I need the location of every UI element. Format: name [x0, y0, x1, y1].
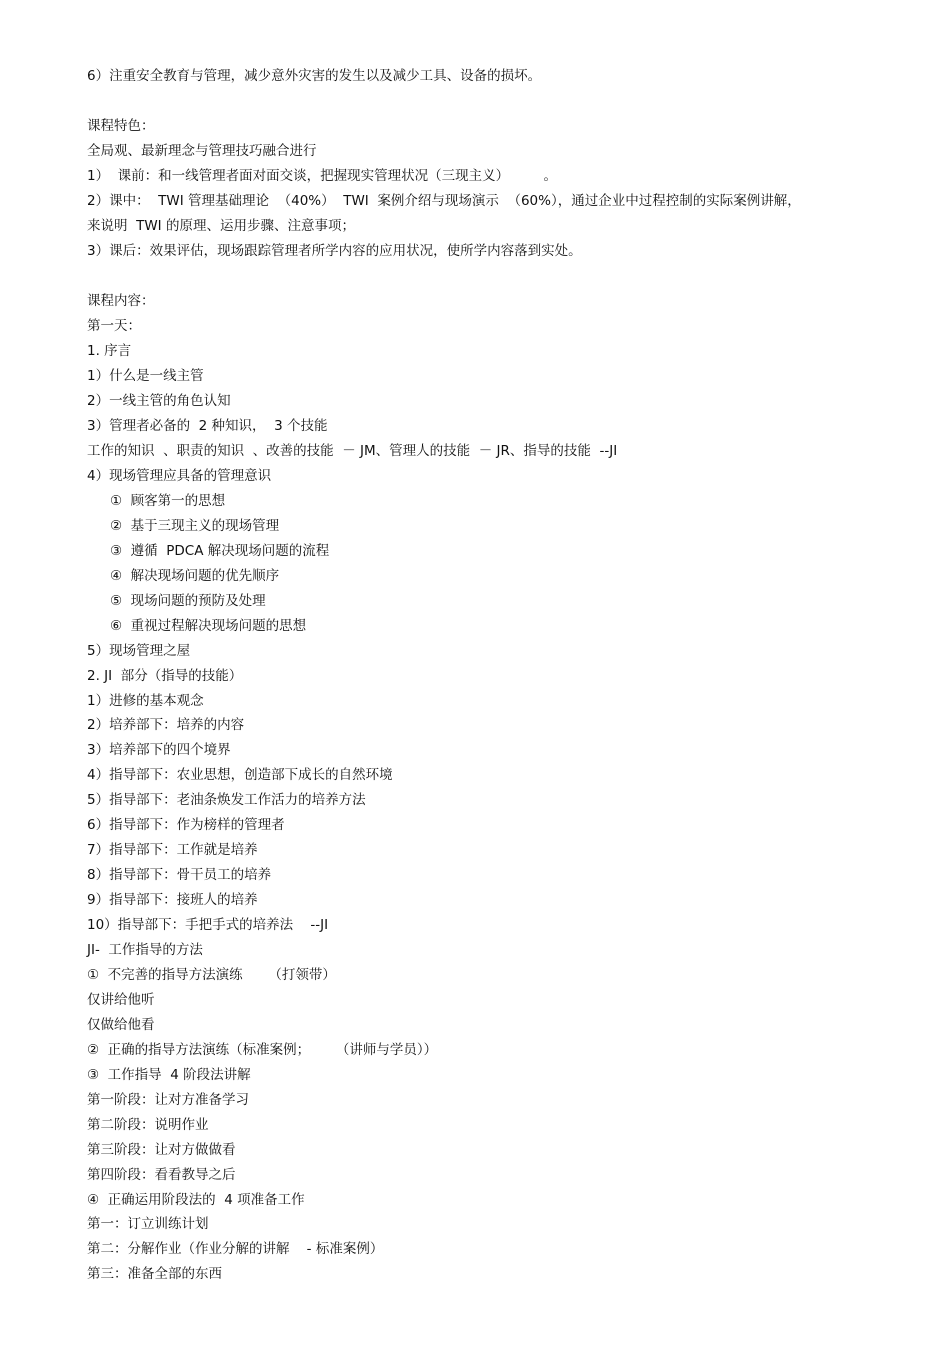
- text-line: 6）指导部下：作为榜样的管理者: [87, 817, 285, 833]
- text-line: 1） 课前：和一线管理者面对面交谈，把握现实管理状况（三现主义） 。: [87, 168, 558, 184]
- text-line: 10）指导部下：手把手式的培养法 --JI: [87, 917, 329, 933]
- text-line: 工作的知识 、职责的知识 、改善的技能 － JM、管理人的技能 － JR、指导的技能 --JI: [87, 443, 618, 459]
- list-item: ④ 解决现场问题的优先顺序: [110, 568, 280, 584]
- text-line: 第一阶段：让对方准备学习: [87, 1092, 249, 1108]
- text-line: 1）进修的基本观念: [87, 693, 204, 709]
- text-line: 4）现场管理应具备的管理意识: [87, 468, 272, 484]
- text-line: 2）一线主管的角色认知: [87, 393, 231, 409]
- text-line: 5）现场管理之屋: [87, 643, 191, 659]
- text-line: 第二阶段：说明作业: [87, 1117, 209, 1133]
- text-line: 6）注重安全教育与管理，减少意外灾害的发生以及减少工具、设备的损坏。: [87, 68, 542, 84]
- text-line: ④ 正确运用阶段法的 4 项准备工作: [87, 1192, 305, 1208]
- text-line: 来说明 TWI 的原理、运用步骤、注意事项；: [87, 218, 355, 234]
- text-line: ③ 工作指导 4 阶段法讲解: [87, 1067, 251, 1083]
- list-item: ② 基于三现主义的现场管理: [110, 518, 280, 534]
- text-line: 1. 序言: [87, 343, 132, 359]
- text-line: 2. JI 部分（指导的技能）: [87, 668, 243, 684]
- text-line: 第一天：: [87, 318, 141, 334]
- text-line: ① 不完善的指导方法演练 （打领带）: [87, 967, 336, 983]
- text-line: 仅讲给他听: [87, 992, 155, 1008]
- list-item: ① 顾客第一的思想: [110, 493, 226, 509]
- text-line: JI- 工作指导的方法: [87, 942, 203, 958]
- text-line: 7）指导部下：工作就是培养: [87, 842, 258, 858]
- list-item: ⑤ 现场问题的预防及处理: [110, 593, 266, 609]
- text-line: 第二：分解作业（作业分解的讲解 - 标准案例）: [87, 1241, 384, 1257]
- text-line: ② 正确的指导方法演练（标准案例； （讲师与学员））: [87, 1042, 438, 1058]
- text-line: 第三：准备全部的东西: [87, 1266, 222, 1282]
- text-line: 9）指导部下：接班人的培养: [87, 892, 258, 908]
- section-heading: 课程特色：: [87, 118, 155, 134]
- text-line: 第四阶段：看看教导之后: [87, 1167, 236, 1183]
- text-line: 第一：订立训练计划: [87, 1216, 209, 1232]
- text-line: 1）什么是一线主管: [87, 368, 204, 384]
- text-line: 3）课后：效果评估，现场跟踪管理者所学内容的应用状况，使所学内容落到实处。: [87, 243, 582, 259]
- list-item: ⑥ 重视过程解决现场问题的思想: [110, 618, 307, 634]
- text-line: 3）管理者必备的 2 种知识， 3 个技能: [87, 418, 328, 434]
- text-line: 4）指导部下：农业思想，创造部下成长的自然环境: [87, 767, 393, 783]
- text-line: 2）课中： TWI 管理基础理论 （40%） TWI 案例介绍与现场演示 （60%），通过企业中过程控制的实际案例讲解，: [87, 193, 801, 209]
- text-line: 第三阶段：让对方做做看: [87, 1142, 236, 1158]
- text-line: 2）培养部下：培养的内容: [87, 717, 245, 733]
- text-line: 5）指导部下：老油条焕发工作活力的培养方法: [87, 792, 366, 808]
- text-line: 仅做给他看: [87, 1017, 155, 1033]
- list-item: ③ 遵循 PDCA 解决现场问题的流程: [110, 543, 330, 559]
- text-line: 3）培养部下的四个境界: [87, 742, 231, 758]
- text-line: 8）指导部下：骨干员工的培养: [87, 867, 272, 883]
- text-line: 全局观、最新理念与管理技巧融合进行: [87, 143, 317, 159]
- section-heading: 课程内容：: [87, 293, 155, 309]
